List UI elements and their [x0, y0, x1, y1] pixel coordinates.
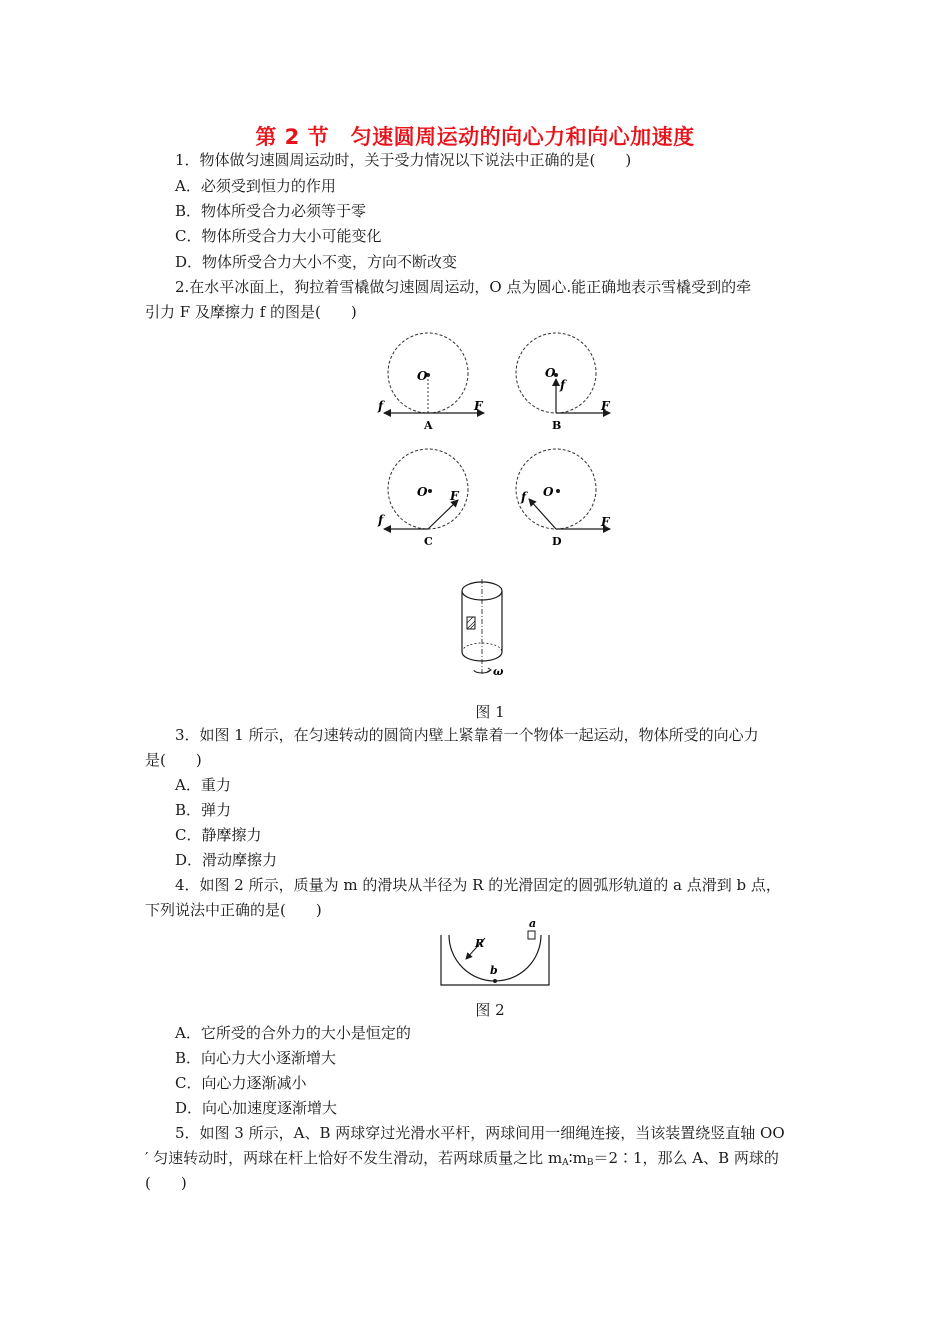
- panel-b-diagram: [516, 333, 611, 432]
- panel-c-diagram: [377, 449, 468, 548]
- q5-sub-b: B: [586, 1158, 594, 1168]
- page-title: 第 2 节 匀速圆周运动的向心力和向心加速度: [255, 125, 695, 149]
- q1-option-c: C．物体所受合力大小可能变化: [175, 227, 382, 245]
- figure-1-caption: 图 1: [475, 703, 505, 721]
- panel-c-f-label: f: [378, 513, 384, 527]
- q5-stem-part-c: ＝2∶1，那么 A、B 两球的: [593, 1149, 779, 1167]
- q3-option-a: A．重力: [175, 776, 231, 794]
- q5-stem-part-b: ∶m: [568, 1149, 587, 1167]
- q4-option-a: A．它所受的合外力的大小是恒定的: [175, 1024, 411, 1042]
- q5-stem-part-a: ′ 匀速转动时，两球在杆上恰好不发生滑动，若两球质量之比 m: [145, 1149, 563, 1167]
- panel-b-center-label: O: [545, 366, 556, 380]
- panel-d-letter: D: [552, 535, 562, 548]
- q1-stem: 1．物体做匀速圆周运动时，关于受力情况以下说法中正确的是( ): [175, 151, 632, 169]
- q5-stem-line2: [145, 1149, 779, 1172]
- label-a: a: [529, 917, 537, 930]
- q3-option-d: D．滑动摩擦力: [175, 851, 278, 869]
- q5-stem-line1: 5．如图 3 所示，A、B 两球穿过光滑水平杆，两球间用一细绳连接，当该装置绕竖直轴 OO: [175, 1124, 785, 1142]
- panel-b-letter: B: [552, 419, 562, 432]
- panel-b-F-label: F: [601, 399, 610, 413]
- q2-force-diagrams: [370, 330, 620, 560]
- q1-option-b: B．物体所受合力必须等于零: [175, 202, 367, 220]
- panel-d-center-label: O: [543, 485, 554, 499]
- q3-stem-line2: 是( ): [145, 751, 202, 769]
- figure-2-caption: 图 2: [475, 1001, 505, 1019]
- panel-c-F-label: F: [450, 489, 459, 503]
- panel-a-letter: A: [424, 419, 433, 432]
- panel-a-F-label: F: [474, 399, 483, 413]
- label-b: b: [490, 964, 498, 977]
- q2-stem-line2: 引力 F 及摩擦力 f 的图是( ): [145, 303, 357, 321]
- q1-option-a: A．必须受到恒力的作用: [175, 177, 336, 195]
- label-R: R: [475, 937, 485, 950]
- figure-1-rotating-cylinder: [455, 575, 525, 685]
- q3-option-b: B．弹力: [175, 801, 232, 819]
- q4-stem-line1: 4．如图 2 所示，质量为 m 的滑块从半径为 R 的光滑固定的圆弧形轨道的 a 点滑到 b 点，: [175, 876, 781, 894]
- figure-2-circular-track: [435, 915, 555, 991]
- q2-stem-line1: 2.在水平冰面上，狗拉着雪橇做匀速圆周运动，O 点为圆心.能正确地表示雪橇受到的牵: [175, 278, 752, 296]
- panel-c-center-label: O: [417, 485, 428, 499]
- panel-a-center-label: O: [417, 369, 428, 383]
- panel-a-diagram: [377, 333, 484, 432]
- q5-sub-a: A: [562, 1158, 569, 1168]
- q4-option-b: B．向心力大小逐渐增大: [175, 1049, 337, 1067]
- q5-stem-line3: ( ): [145, 1174, 187, 1192]
- q3-stem-line1: 3．如图 1 所示，在匀速转动的圆筒内壁上紧靠着一个物体一起运动，物体所受的向心力: [175, 726, 759, 744]
- q4-option-d: D．向心加速度逐渐增大: [175, 1099, 338, 1117]
- panel-c-letter: C: [424, 535, 433, 548]
- panel-a-f-label: f: [378, 399, 384, 413]
- q1-option-d: D．物体所受合力大小不变，方向不断改变: [175, 253, 458, 271]
- panel-d-diagram: [516, 449, 611, 548]
- panel-d-f-label: f: [521, 490, 527, 504]
- q4-stem-line2: 下列说法中正确的是( ): [145, 901, 322, 919]
- panel-d-F-label: F: [601, 515, 610, 529]
- q3-option-c: C．静摩擦力: [175, 826, 262, 844]
- omega-label: ω: [493, 665, 504, 678]
- q4-option-c: C．向心力逐渐减小: [175, 1074, 307, 1092]
- panel-b-f-label: f: [560, 378, 566, 392]
